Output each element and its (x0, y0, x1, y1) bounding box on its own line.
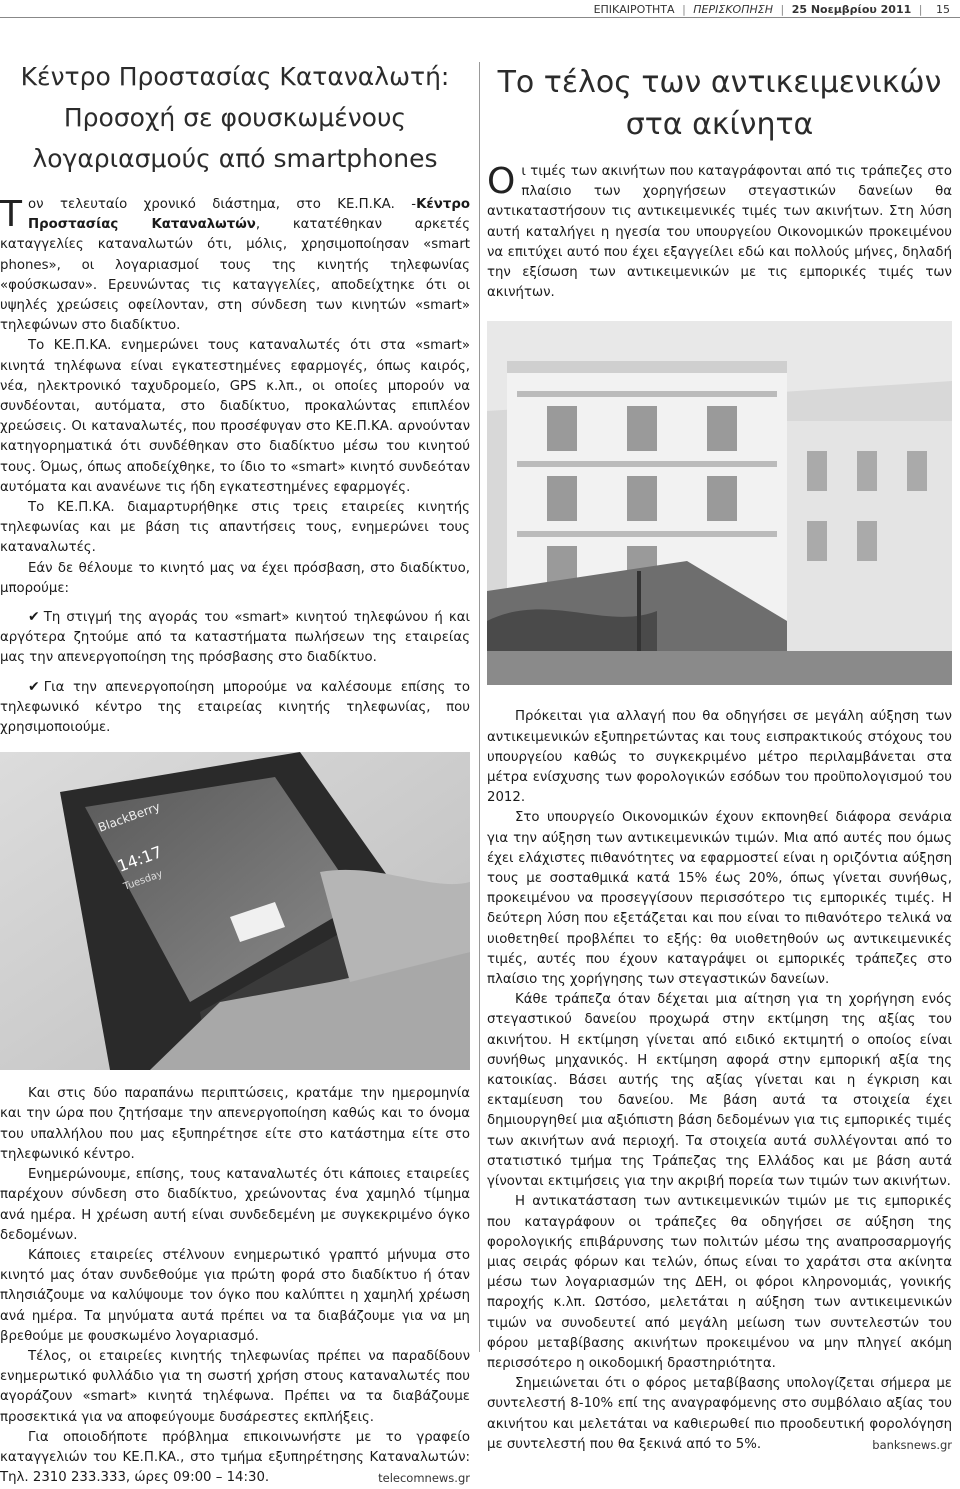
issue-date: 25 Νοεμβρίου 2011 (791, 3, 912, 16)
body-paragraph: Το ΚΕ.Π.ΚΑ. ενημερώνει τους καταναλωτές ότι στα «smart» κινητά τηλέφωνα είναι εγκατεστημένες εφαρμογές, όπως καιρός, νέα, ηλεκτρονικό ταχυδρομείο, GPS κ.λπ., οι οποίες μπορούν να συνδέονται, αυτόματα, στο διαδίκτυο, προκαλώντας επιπλέον χρεώσεις. Οι καταναλωτές, που προσέφυγαν στο ΚΕ.Π.ΚΑ. αρνούνταν κατηγορηματικά ότι συνδέθηκαν στο διαδίκτυο μέσω του κινητού τους. Όμως, όπως αποδείχθηκε, το ίδιο το «smart» κινητό συνδεόταν αυτόματα και ανανέωνε τις ήδη εγκατεστημένες εφαρμογές. (0, 338, 470, 495)
body-paragraph: Εάν δε θέλουμε το κινητό μας να έχει πρόσβαση, στο διαδίκτυο, μπορούμε: (0, 560, 470, 596)
page-number: 15 (936, 3, 950, 16)
page-header (0, 0, 960, 20)
header-meta (594, 3, 950, 16)
body-paragraph: Στο υπουργείο Οικονομικών έχουν εκπονηθεί διάφορα σενάρια για την αύξηση των αντικειμενικών τιμών. Μια από αυτές που όμως έχει ελάχιστες πιθανότητες να εφαρμοστεί είναι η οριζόντια αύξηση τους με σοσταθμικά κατά 15% έως 20%, όπως γίνεται συνήθως, προκειμένου να προσεγγίσουν περισσότερο τις εμπορικές τιμές. Η δεύτερη λύση που εξετάζεται και που είναι το πιθανότερο τελικά να υιοθετηθεί προβλέπει το εξής: θα υιοθετηθούν ως αντικειμενικές τιμές, αυτές που έχουν καταγράψει οι εμπορικές τράπεζες στο πλαίσιο της χορήγησης των στεγαστικών δανείων. (487, 810, 952, 988)
article-source: telecomnews.gr (378, 1471, 470, 1486)
body-paragraph: Τέλος, οι εταιρείες κινητής τηλεφωνίας πρέπει να παραδίδουν ενημερωτικό φυλλάδιο για τη σωστή χρήση στους καταναλωτές που αγοράζουν «smart» κινητά τηλέφωνα. Πρέπει να τα διαβάζουμε προσεκτικά για να αποφεύγουμε δυσάρεστες εκπλήξεις. (0, 1348, 470, 1425)
intro-paragraph: Οι τιμές των ακινήτων που καταγράφονται από τις τράπεζες στο πλαίσιο των χορηγήσεων στεγαστικών δανείων θα αντικαταστήσουν τις αντικειμενικές τιμές των ακινήτων. Στη λύση αυτή καταλήγει η ηγεσία του υπουργείου Οικονομικών προκειμένου να επιτύχει αυτό που έχει εξαγγείλει εδώ και πολλούς μήνες, δηλαδή την εξίσωση των αντικειμενικών με τις εμπορικές τιμές των ακινήτων. (487, 161, 952, 301)
article-title: Κέντρο Προστασίας Καταναλωτή: Προσοχή σε φουσκωμένους λογαριασμούς από smartphones (20, 62, 450, 173)
body-paragraph: Σημειώνεται ότι ο φόρος μεταβίβασης υπολογίζεται σήμερα με συντελεστή 8-10% επί της αναγραφόμενης στο συμβόλαιο αξίας του ακινήτου και μελετάται να καθιερωθεί πιο προοδευτική φορολόγηση με συντελεστή που θα ξεκινά από το 5%. (487, 1376, 952, 1452)
body-paragraph: Κάθε τράπεζα όταν δέχεται μια αίτηση για τη χορήγηση ενός στεγαστικού δανείου προχωρά στην εκτίμηση της αξίας του ακινήτου. Η εκτίμηση γίνεται από ειδικό εκτιμητή ο οποίος είναι συνήθως μηχανικός. Η εκτίμηση αφορά στην εμπορική αξία της κατοικίας. Βάσει αυτής της αξίας γίνεται και η έγκριση και εκταμίευση του δανείου. Με βάση αυτά τα στοιχεία έχει δημιουργηθεί μια αξιόπιστη βάση δεδομένων για τις εμπορικές τιμές των ακινήτων ανά περιοχή. Τα στοιχεία αυτά συλλέγονται από το στατιστικό τμήμα της Τράπεζας της Ελλάδος και με βάση αυτά γίνονται εκτιμήσεις για την ακριβή πορεία των τιμών των ακινήτων. (487, 992, 952, 1190)
bullet-item: ✔ Τη στιγμή της αγοράς του «smart» κινητού τηλεφώνου ή και αργότερα ζητούμε από τα καταστήματα πωλήσεων της εταιρείας μας την απενεργοποίηση της πρόσβασης στο διαδίκτυο. (0, 609, 470, 666)
smartphone-photo (0, 752, 470, 1070)
header-separator: | (918, 3, 923, 16)
phone-brand-text: BlackBerry (96, 799, 162, 836)
building-photo (487, 321, 952, 685)
phone-clock-text: 14:17 (114, 842, 165, 877)
section-name: ΕΠΙΚΑΙΡΟΤΗΤΑ (593, 3, 675, 16)
article-property-values (487, 48, 952, 1455)
body-paragraph: Και στις δύο παραπάνω περιπτώσεις, κρατάμε την ημερομηνία και την ώρα που ζητήσαμε την απενεργοποίηση καθώς και το όνομα του υπαλλήλου που μας εξυπηρέτησε είτε στο κατάστημα είτε στο τηλεφωνικό κέντρο. (0, 1086, 470, 1162)
dropcap: Τ (0, 194, 22, 235)
checkmark-icon: ✔ (28, 609, 40, 626)
column-divider (479, 62, 480, 1352)
article-source: banksnews.gr (872, 1437, 952, 1452)
body-paragraph: Πρόκειται για αλλαγή που θα οδηγήσει σε μεγάλη αύξηση των αντικειμενικών εξυπηρετώντας και τους εισπρακτικούς στόχους του υπουργείου καθώς το συγκεκριμένο μέτρο περιλαμβάνεται στα μέτρα ενίσχυσης των φορολογικών εσόδων του προϋπολογισμού του 2012. (487, 709, 952, 806)
header-separator: | (682, 3, 686, 16)
checkmark-icon: ✔ (28, 678, 40, 695)
header-separator: | (780, 3, 785, 16)
dropcap: Ο (487, 161, 516, 202)
body-paragraph: Η αντικατάσταση των αντικειμενικών τιμών με τις εμπορικές που καταγράφουν οι τράπεζες θα οδηγήσει σε αύξηση της φορολογικής επιβάρυνσης των πολιτών μέσω της αναπροσαρμογής μιας σειράς φόρων και τελών, όπως είναι το χαράτσι στα ακίνητα μέσω των λογαριασμών της ΔΕΗ, οι φόροι κληρονομιάς, γονικής παροχής κ.λπ. Ωστόσο, μελετάται η αύξηση των αντικειμενικών τιμών να συνοδευτεί από μεγάλη μείωση των συντελεστών του φόρου μεταβίβασης ακινήτων προκειμένου να μην πληγεί ακόμη περισσότερο η οικοδομική δραστηριότητα. (487, 1194, 952, 1371)
body-paragraph: Το ΚΕ.Π.ΚΑ. διαμαρτυρήθηκε στις τρεις εταιρείες κινητής τηλεφωνίας και με βάση τις απαντήσεις τους, ενημερώνει τους καταναλωτές. (0, 500, 470, 556)
header-rule (0, 17, 960, 18)
intro-paragraph: Τον τελευταίο χρονικό διάστημα, στο ΚΕ.Π.ΚΑ. -Κέντρο Προστασίας Καταναλωτών, κατατέθηκαν αρκετές καταγγελίες καταναλωτών ότι, μόλις, χρησιμοποίησαν «smart phones», οι λογαριασμοί τους της κινητής τηλεφωνίας «φούσκωσαν». Ερευνώντας τις καταγγελίες, αποδείχτηκε ότι οι υψηλές χρεώσεις οφείλονταν, στη σύνδεση των κινητών «smart» τηλεφώνων στο διαδίκτυο. (0, 194, 470, 334)
body-paragraph: Για οποιοδήποτε πρόβλημα επικοινωνήστε με το γραφείο καταγγελιών του ΚΕ.Π.ΚΑ., στο τμήμα εξυπηρέτησης Καταναλωτών: Τηλ. 2310 233.333, ώρες 09:00 – 14:30. (0, 1429, 470, 1486)
phone-day-text: Tuesday (122, 868, 165, 894)
article-title: Το τέλος των αντικειμενικών στα ακίνητα (497, 65, 942, 142)
body-paragraph: Ενημερώνουμε, επίσης, τους καταναλωτές ότι κάποιες εταιρείες παρέχουν σύνδεση στο διαδίκτυο, χρεώνοντας ένα χαμηλό τίμημα ανά ημέρα. Η χρέωση αυτή είναι συνδεδεμένη με συγκεκριμένο όγκο δεδομένων. (0, 1167, 470, 1243)
bullet-item: ✔ Για την απενεργοποίηση μπορούμε να καλέσουμε επίσης το τηλεφωνικό κέντρο της εταιρείας κινητής τηλεφωνίας, που χρησιμοποιούμε. (0, 678, 470, 736)
article-smartphones (0, 48, 470, 1489)
body-paragraph: Κάποιες εταιρείες στέλνουν ενημερωτικό γραπτό μήνυμα στο κινητό μας όταν συνδεθούμε για πρώτη φορά στο διαδίκτυο ή όταν πλησιάζουμε να καλύψουμε τον όγκο που καλύπτει η χαμηλή χρέωση ανά ημέρα. Τα μηνύματα αυτά πρέπει να τα διαβάζουμε για να μη βρεθούμε με φουσκωμένο λογαριασμό. (0, 1247, 470, 1344)
publication-name: ΠΕΡΙΣΚΟΠΗΣΗ (693, 3, 773, 16)
